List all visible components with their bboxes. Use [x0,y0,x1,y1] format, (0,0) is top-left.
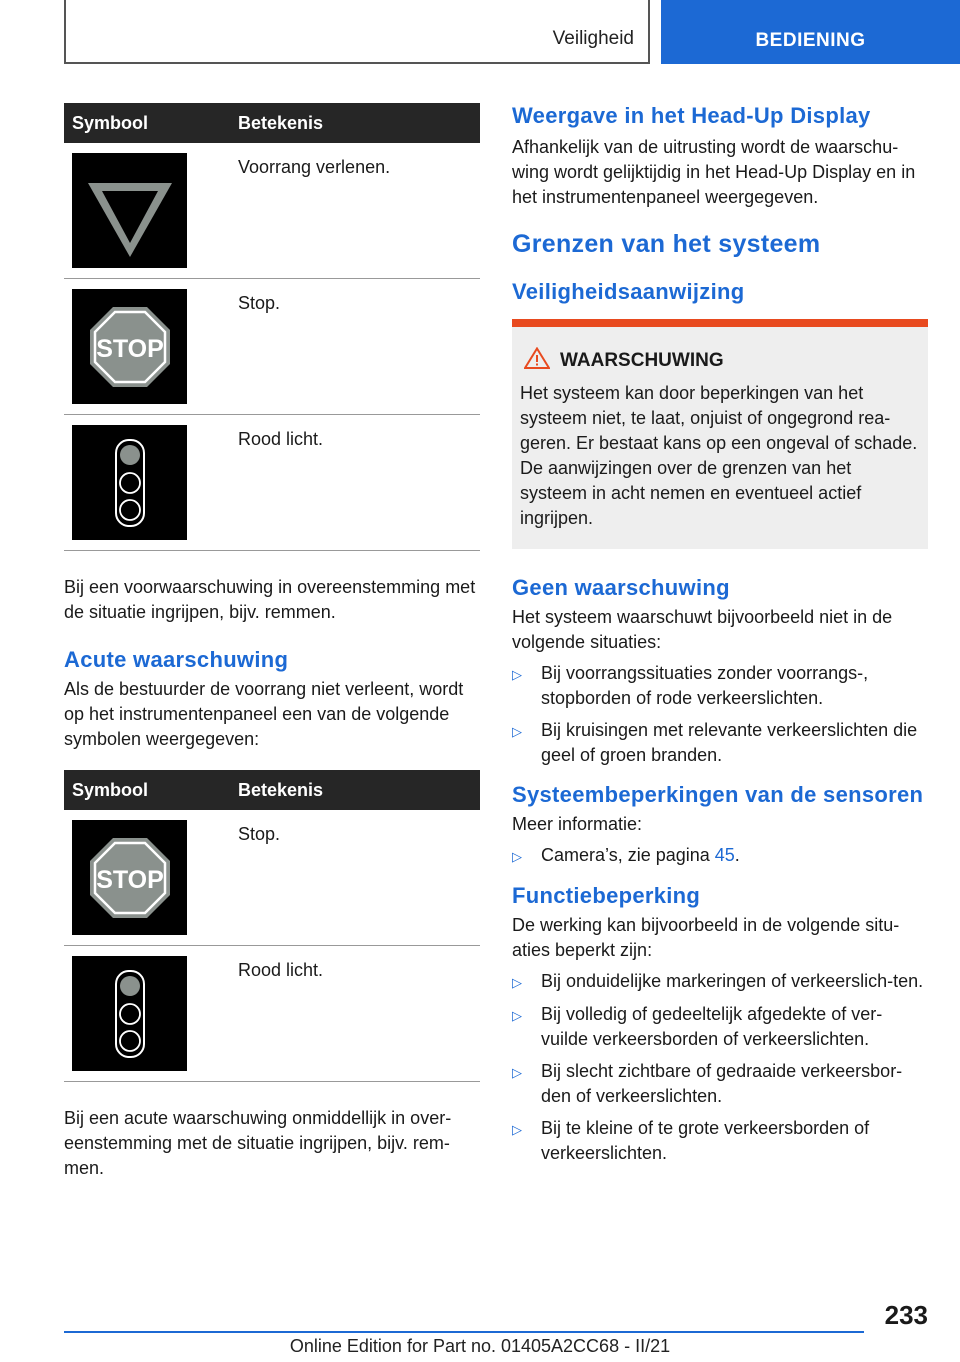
no-warning-heading: Geen waarschuwing [512,575,730,600]
sensor-limits-intro: Meer informatie: [512,814,643,834]
table-row [64,279,480,415]
right-column [512,103,928,1173]
symbol-table-1 [64,103,480,551]
bullet-triangle-icon: ▷ [512,667,522,682]
meaning-text: Rood licht. [238,429,324,449]
safety-note-heading: Veiligheidsaanwijzing [512,279,745,304]
column-header-symbol: Symbool [72,779,149,800]
footer-divider [64,1331,864,1333]
column-header-meaning: Betekenis [238,779,324,800]
list-item: ▷ Bij voorrangssituaties zonder voorrangs-, stopborden of rode verkeerslichten. [512,661,928,711]
list-item: ▷ Camera’s, zie pagina 45. [512,843,928,869]
table-row [64,415,480,551]
table-row [64,946,480,1082]
meaning-text: Rood licht. [238,960,324,980]
page-link[interactable]: 45 [714,845,735,865]
svg-text:STOP: STOP [95,334,164,363]
symbol-table-2 [64,770,480,1082]
warning-text: Het systeem kan door beperkingen van het systeem niet, te laat, onjuist of ongegrond rea-geren. Er bestaat kans op een ongeval of schade. De aanwijzingen over de grenzen van het systeem in acht nemen en eventueel actief ingrijpen. [520,383,918,528]
bullet-triangle-icon: ▷ [512,1008,522,1023]
sensor-limits-list [512,843,928,869]
chapter-tab[interactable]: BEDIENING [661,0,960,64]
traffic-light-red-icon [72,425,187,540]
list-item: ▷ Bij volledig of gedeeltelijk afgedekte of ver-vuilde verkeersborden of verkeerslichten. [512,1002,928,1052]
meaning-text: Voorrang verlenen. [238,157,391,177]
stop-sign-icon [72,820,187,935]
warning-triangle-icon [524,347,550,375]
meaning-text: Stop. [238,824,281,844]
sensor-limits-heading: Systeembeperkingen van de sensoren [512,782,924,807]
bullet-triangle-icon: ▷ [512,849,522,864]
bullet-triangle-icon: ▷ [512,1065,522,1080]
list-item: ▷ Bij te kleine of te grote verkeersborden of verkeerslichten. [512,1116,928,1166]
no-warning-list [512,661,928,768]
warning-box [512,319,928,549]
bullet-triangle-icon: ▷ [512,1122,522,1137]
stop-sign-icon [72,289,187,404]
edition-footer: Online Edition for Part no. 01405A2CC68 - II/21 [289,1336,671,1356]
yield-sign-icon [72,153,187,268]
svg-text:STOP: STOP [95,865,164,894]
hud-heading: Weergave in het Head-Up Display [512,103,871,128]
table-header [64,770,480,810]
section-title: Veiligheid [552,28,634,49]
warning-label: WAARSCHUWING [560,350,724,371]
function-limit-heading: Functiebeperking [512,883,701,908]
list-item: ▷ Bij onduidelijke markeringen of verkeerslich-ten. [512,969,928,995]
function-limit-intro: De werking kan bijvoorbeeld in de volgende situ-aties beperkt zijn: [512,915,900,960]
header-frame [64,0,650,64]
acute-warning-heading: Acute waarschuwing [64,647,289,672]
meaning-text: Stop. [238,293,281,313]
traffic-light-red-icon [72,956,187,1071]
list-item: ▷ Bij kruisingen met relevante verkeerslichten die geel of groen branden. [512,718,928,768]
system-limits-heading: Grenzen van het systeem [512,230,821,258]
acute-warning-intro: Als de bestuurder de voorrang niet verleent, wordt op het instrumentenpaneel een van de volgende symbolen weergegeven: [64,679,464,749]
column-header-meaning: Betekenis [238,112,324,133]
column-header-symbol: Symbool [72,112,149,133]
table-row [64,810,480,946]
no-warning-intro: Het systeem waarschuwt bijvoorbeeld niet in de volgende situaties: [512,607,893,652]
page-number: 233 [884,1300,928,1330]
left-column [64,103,480,1181]
hud-text: Afhankelijk van de uitrusting wordt de waarschu-wing wordt gelijktijdig in het Head-Up Display en in het instrumentenpaneel weergegeven. [512,137,916,207]
table-header [64,103,480,143]
table-row [64,143,480,279]
pre-warning-instruction: Bij een voorwaarschuwing in overeenstemming met de situatie ingrijpen, bijv. remmen. [64,577,476,622]
bullet-triangle-icon: ▷ [512,724,522,739]
list-item: ▷ Bij slecht zichtbare of gedraaide verkeersbor-den of verkeerslichten. [512,1059,928,1109]
bullet-triangle-icon: ▷ [512,975,522,990]
acute-action-instruction: Bij een acute waarschuwing onmiddellijk in over-eenstemming met de situatie ingrijpen, bijv. rem-men. [64,1108,452,1178]
function-limit-list [512,969,928,1166]
warning-title [524,347,920,375]
